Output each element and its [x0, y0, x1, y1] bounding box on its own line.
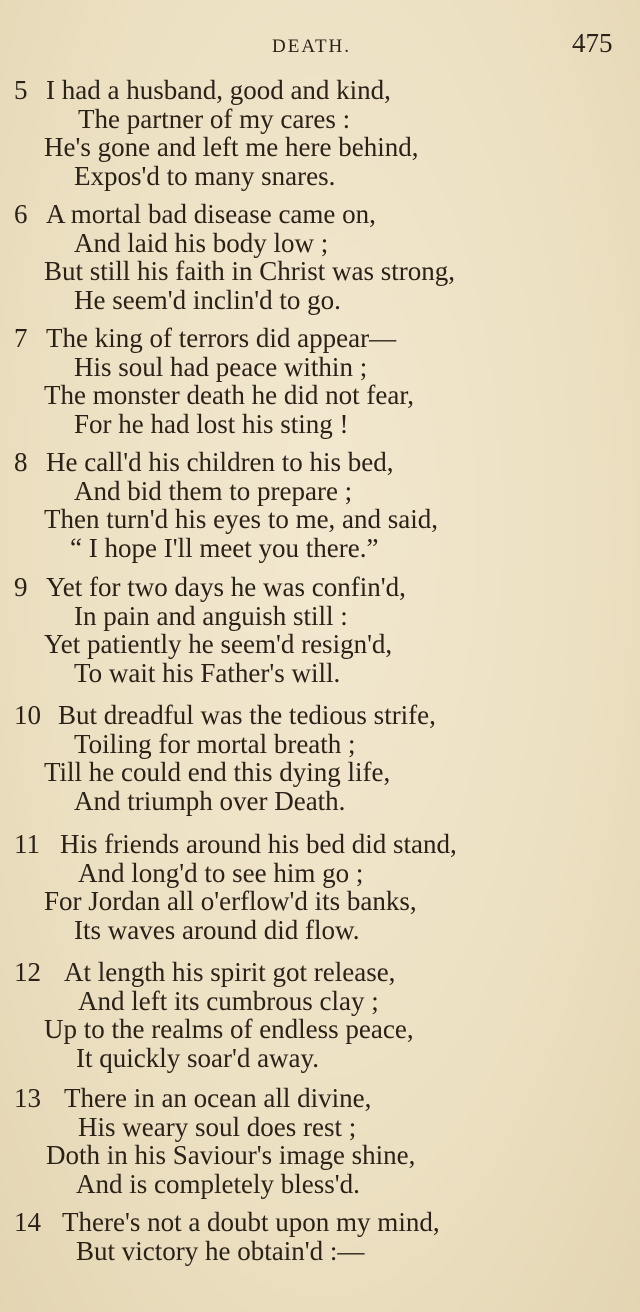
stanza-7 — [14, 324, 634, 438]
verse-line — [14, 958, 634, 987]
verse-line — [14, 1170, 634, 1199]
verse-text: His friends around his bed did stand, — [60, 829, 457, 859]
verse-line — [14, 162, 634, 191]
verse-text: But victory he obtain'd :— — [76, 1235, 365, 1266]
verse-line — [14, 381, 634, 410]
verse-text: The monster death he did not fear, — [44, 380, 415, 411]
stanza-14 — [14, 1208, 634, 1265]
verse-text: But dreadful was the tedious strife, — [58, 700, 436, 730]
verse-text: Up to the realms of endless peace, — [44, 1014, 414, 1045]
verse-line — [14, 1044, 634, 1073]
verse-line — [14, 730, 634, 759]
verse-line — [14, 505, 634, 534]
verse-text: Yet patiently he seem'd resign'd, — [44, 629, 393, 660]
verse-line — [14, 573, 634, 602]
verse-text: And bid them to prepare ; — [74, 475, 353, 506]
verse-text: “ I hope I'll meet you there.” — [70, 532, 379, 563]
stanza-13 — [14, 1084, 634, 1198]
verse-text: Till he could end this dying life, — [44, 757, 391, 788]
verse-line — [14, 830, 634, 859]
stanza-number: 7 — [14, 323, 28, 353]
verse-text: But still his faith in Christ was strong, — [44, 256, 456, 287]
running-head: DEATH. — [272, 36, 352, 57]
verse-line — [14, 1015, 634, 1044]
verse-line — [14, 410, 634, 439]
verse-text: Toiling for mortal breath ; — [74, 728, 356, 759]
verse-text: To wait his Father's will. — [74, 657, 341, 688]
verse-line — [14, 916, 634, 945]
verse-line — [14, 1113, 634, 1142]
verse-text: The partner of my cares : — [78, 103, 351, 134]
verse-text: He's gone and left me here behind, — [44, 132, 419, 163]
stanza-9 — [14, 573, 634, 687]
stanza-12 — [14, 958, 634, 1072]
verse-line — [14, 887, 634, 916]
verse-text: At length his spirit got release, — [64, 957, 396, 987]
verse-line — [14, 1237, 634, 1266]
verse-line — [14, 448, 634, 477]
verse-text: And triumph over Death. — [74, 785, 346, 816]
stanza-number: 10 — [14, 700, 41, 730]
stanza-11 — [14, 830, 634, 944]
verse-line — [14, 987, 634, 1016]
stanza-6 — [14, 200, 634, 314]
verse-line — [14, 859, 634, 888]
stanza-5 — [14, 76, 634, 190]
verse-text: For he had lost his sting ! — [74, 408, 349, 439]
verse-text: Its waves around did flow. — [74, 914, 360, 945]
stanza-number: 5 — [14, 75, 28, 105]
page-header — [0, 28, 640, 68]
verse-line — [14, 200, 634, 229]
verse-line — [14, 105, 634, 134]
verse-line — [14, 257, 634, 286]
verse-text: His weary soul does rest ; — [78, 1111, 357, 1142]
verse-text: For Jordan all o'erflow'd its banks, — [44, 886, 417, 917]
stanza-8 — [14, 448, 634, 562]
verse-text: Expos'd to many snares. — [74, 160, 336, 191]
stanza-number: 9 — [14, 572, 28, 602]
verse-text: I had a husband, good and kind, — [46, 75, 391, 105]
verse-text: There in an ocean all divine, — [64, 1083, 372, 1113]
verse-line — [14, 534, 634, 563]
verse-line — [14, 701, 634, 730]
verse-text: There's not a doubt upon my mind, — [62, 1207, 440, 1237]
stanza-number: 12 — [14, 957, 41, 987]
verse-text: And laid his body low ; — [74, 227, 329, 258]
stanza-number: 11 — [14, 829, 40, 859]
verse-text: His soul had peace within ; — [74, 351, 368, 382]
verse-line — [14, 630, 634, 659]
verse-text: He call'd his children to his bed, — [46, 447, 394, 477]
verse-line — [14, 659, 634, 688]
verse-line — [14, 787, 634, 816]
stanza-10 — [14, 701, 634, 815]
verse-text: And is completely bless'd. — [76, 1168, 360, 1199]
verse-text: In pain and anguish still : — [74, 600, 348, 631]
verse-line — [14, 1141, 634, 1170]
verse-line — [14, 229, 634, 258]
verse-text: The king of terrors did appear— — [46, 323, 397, 353]
stanza-number: 8 — [14, 447, 28, 477]
verse-text: And long'd to see him go ; — [78, 857, 364, 888]
verse-text: And left its cumbrous clay ; — [78, 985, 379, 1016]
verse-text: He seem'd inclin'd to go. — [74, 284, 341, 315]
verse-line — [14, 286, 634, 315]
verse-line — [14, 324, 634, 353]
verse-line — [14, 353, 634, 382]
verse-line — [14, 1084, 634, 1113]
stanza-number: 6 — [14, 199, 28, 229]
verse-line — [14, 76, 634, 105]
verse-text: Doth in his Saviour's image shine, — [46, 1140, 416, 1171]
verse-line — [14, 133, 634, 162]
stanza-number: 13 — [14, 1083, 41, 1113]
verse-text: A mortal bad disease came on, — [46, 199, 376, 229]
verse-line — [14, 758, 634, 787]
verse-line — [14, 1208, 634, 1237]
page-number: 475 — [572, 28, 613, 58]
verse-text: It quickly soar'd away. — [76, 1042, 320, 1073]
verse-text: Then turn'd his eyes to me, and said, — [44, 504, 439, 535]
verse-line — [14, 477, 634, 506]
stanza-number: 14 — [14, 1207, 41, 1237]
verse-text: Yet for two days he was confin'd, — [46, 572, 406, 602]
verse-line — [14, 602, 634, 631]
